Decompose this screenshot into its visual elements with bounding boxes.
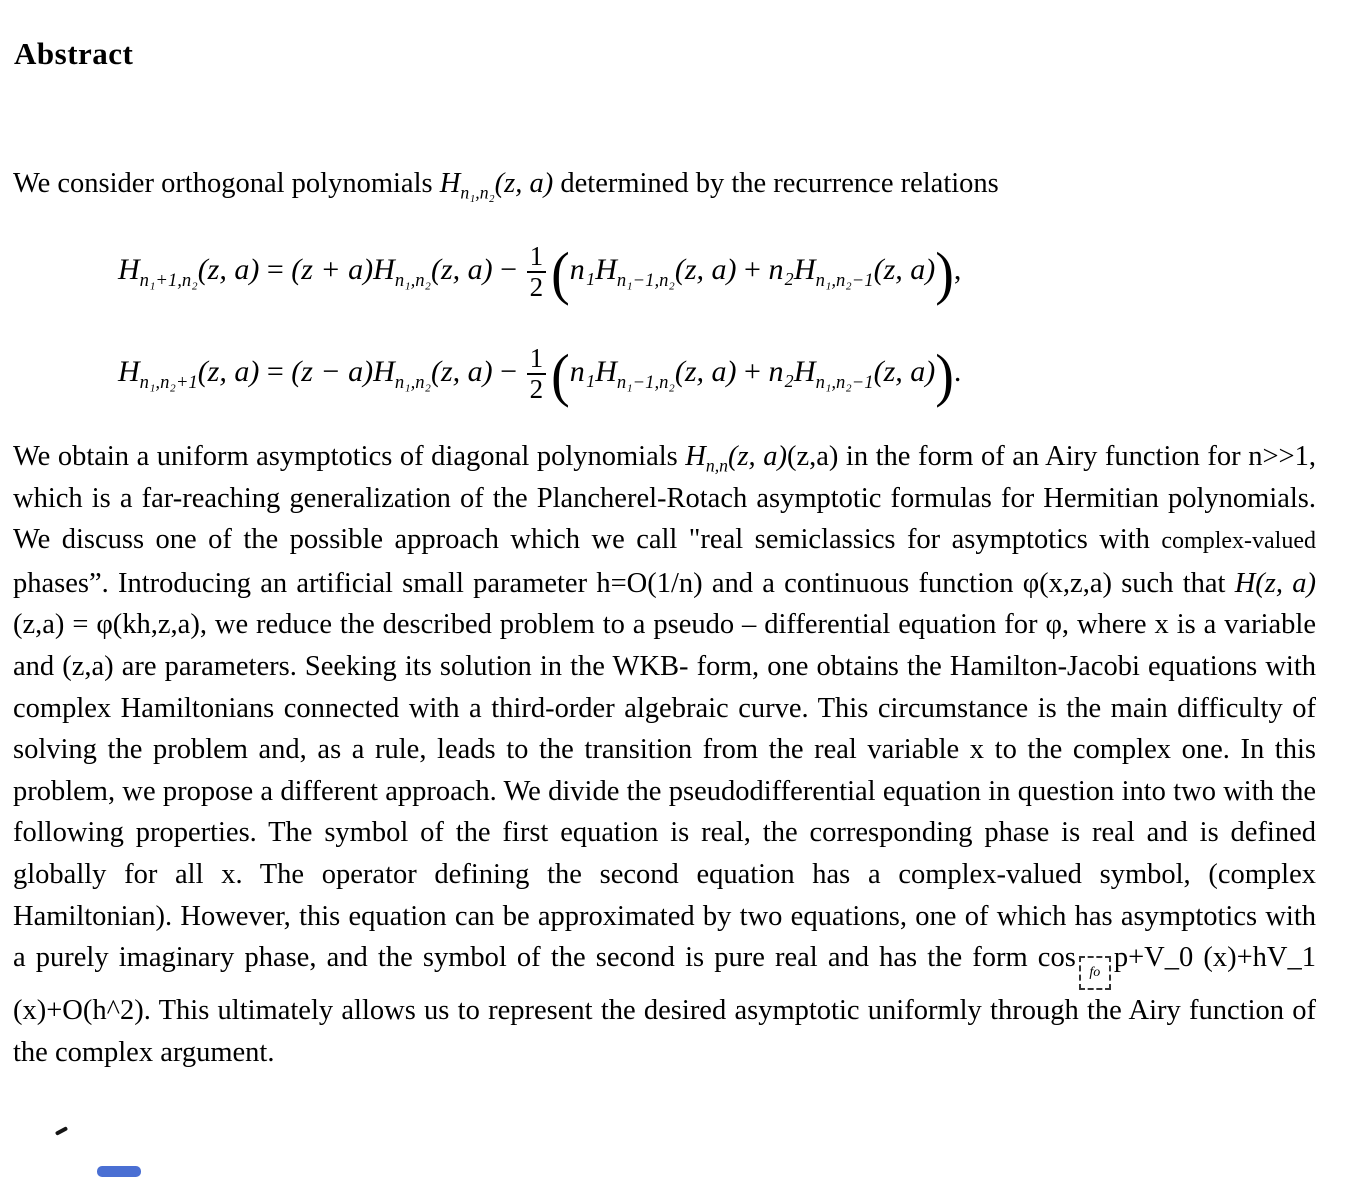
math-subscript: n,n (705, 455, 728, 476)
math-arguments: (z, a) (197, 355, 260, 389)
math-subscript: n₁,n₂ (394, 270, 432, 292)
body-text-run: We obtain a uniform asymptotics of diagonal polynomials (13, 441, 686, 472)
math-subscript: n₁+1,n₂ (139, 270, 198, 292)
open-paren-big: ( (551, 343, 570, 409)
close-paren-big: ) (935, 343, 954, 409)
equals-sign: = (259, 253, 292, 287)
body-text-run: (z,a) in the form of an Airy function for n>>1, which is a far-reaching generalization of the Plancherel-Rotach asymptotic formulas for Hermitian polynomials. We discuss one of the possible approach which we call "real semiclassics for asymptotics with (13, 441, 1316, 556)
math-arguments: (z, a) (1255, 567, 1316, 599)
equation-punctuation: . (953, 355, 962, 389)
math-subscript: n₁−1,n₂ (616, 270, 675, 292)
intro-paragraph (13, 163, 1316, 204)
math-arguments: (z, a) (431, 355, 493, 389)
body-text-run: (z,a) = φ(kh,z,a), we reduce the described problem to a pseudo – differential equation for φ, where x is a variable and (z,a) are parameters. Seeking its solution in the WKB- form, one obtains the Hamilton-Jacobi equations with complex Hamiltonians connected with a third-order algebraic curve. This circumstance is the main difficulty of solving the problem and, as a rule, leads to the transition from the real variable x to the complex one. In this problem, we propose a different approach. We divide the pseudodifferential equation in question into two with the following properties. The symbol of the first equation is real, the corresponding phase is real and is defined globally for all x. The operator defining the second equation has a complex-valued symbol, (complex Hamiltonian). However, this equation can be approximated by two equations, one of which has asymptotics with a purely imaginary phase, and the symbol of the second is pure real and has the form cos (13, 609, 1316, 974)
intro-text-post: determined by the recurrence relations (553, 168, 999, 199)
intro-text-pre: We consider orthogonal polynomials (13, 168, 440, 199)
math-h-symbol: H (595, 253, 617, 287)
math-coefficient: n₁ (569, 355, 596, 389)
minus-sign: − (492, 253, 525, 287)
math-coefficient: n₂ (768, 355, 794, 389)
fraction-numerator: 1 (529, 241, 544, 271)
math-subscript: n₁,n₂ (460, 182, 495, 203)
open-paren-big: ( (551, 241, 570, 307)
body-text-run: phases”. Introducing an artificial small parameter h=O(1/n) and a continuous function φ(x,z,a) such that (13, 567, 1235, 599)
math-coefficient: n₂ (768, 253, 794, 287)
math-subscript: n₁,n₂−1 (815, 270, 874, 292)
math-coefficient: n₁ (569, 253, 596, 287)
math-subscript: n₁−1,n₂ (616, 372, 675, 394)
math-h-symbol: H (118, 253, 140, 287)
math-factor: (z − a) (291, 355, 374, 389)
math-arguments: (z, a) (674, 355, 737, 389)
math-h-symbol: H (793, 253, 816, 287)
fraction-one-half (527, 242, 547, 302)
math-h-symbol: H (1234, 567, 1256, 599)
plus-sign: + (736, 355, 769, 389)
math-arguments: (z, a) (674, 253, 737, 287)
equation-punctuation: , (953, 253, 962, 287)
math-h-symbol: H (595, 355, 617, 389)
missing-object-placeholder-box: fo (1079, 956, 1111, 990)
math-subscript: n₁,n₂ (394, 372, 432, 394)
fraction-denominator: 2 (527, 271, 547, 302)
abstract-heading: Abstract (14, 36, 134, 71)
math-h-symbol: H (118, 355, 140, 389)
fraction-numerator: 1 (529, 343, 544, 373)
plus-sign: + (736, 253, 769, 287)
minus-sign: − (492, 355, 525, 389)
math-h-symbol: H (439, 168, 461, 199)
body-text-run: p+V_0 (x)+hV_1 (x)+O(h^2). This ultimately allows us to represent the desired asymptotic uniformly through the Airy function of the complex argument. (13, 942, 1316, 1068)
math-arguments: (z, a) (873, 355, 936, 389)
stray-ink-mark (55, 1126, 68, 1136)
close-paren-big: ) (935, 241, 954, 307)
math-arguments: (z, a) (873, 253, 936, 287)
equals-sign: = (259, 355, 292, 389)
abstract-body-paragraph (13, 436, 1316, 1073)
math-subscript: n₁,n₂−1 (815, 372, 874, 394)
fraction-one-half (527, 344, 547, 404)
math-h-symbol: H (685, 441, 706, 472)
math-h-symbol: H (793, 355, 816, 389)
math-arguments: (z, a) (494, 168, 554, 199)
bottom-blue-artifact (97, 1166, 141, 1177)
recurrence-equation-2 (118, 343, 962, 409)
recurrence-equation-1 (118, 241, 962, 307)
body-text-small-run: complex-valued (1161, 528, 1316, 555)
math-arguments: (z, a) (727, 441, 787, 472)
math-arguments: (z, a) (197, 253, 260, 287)
math-h-symbol: H (373, 355, 395, 389)
math-subscript: n₁,n₂+1 (139, 372, 198, 394)
math-factor: (z + a) (291, 253, 374, 287)
math-h-symbol: H (373, 253, 395, 287)
math-arguments: (z, a) (431, 253, 493, 287)
fraction-denominator: 2 (527, 373, 547, 404)
